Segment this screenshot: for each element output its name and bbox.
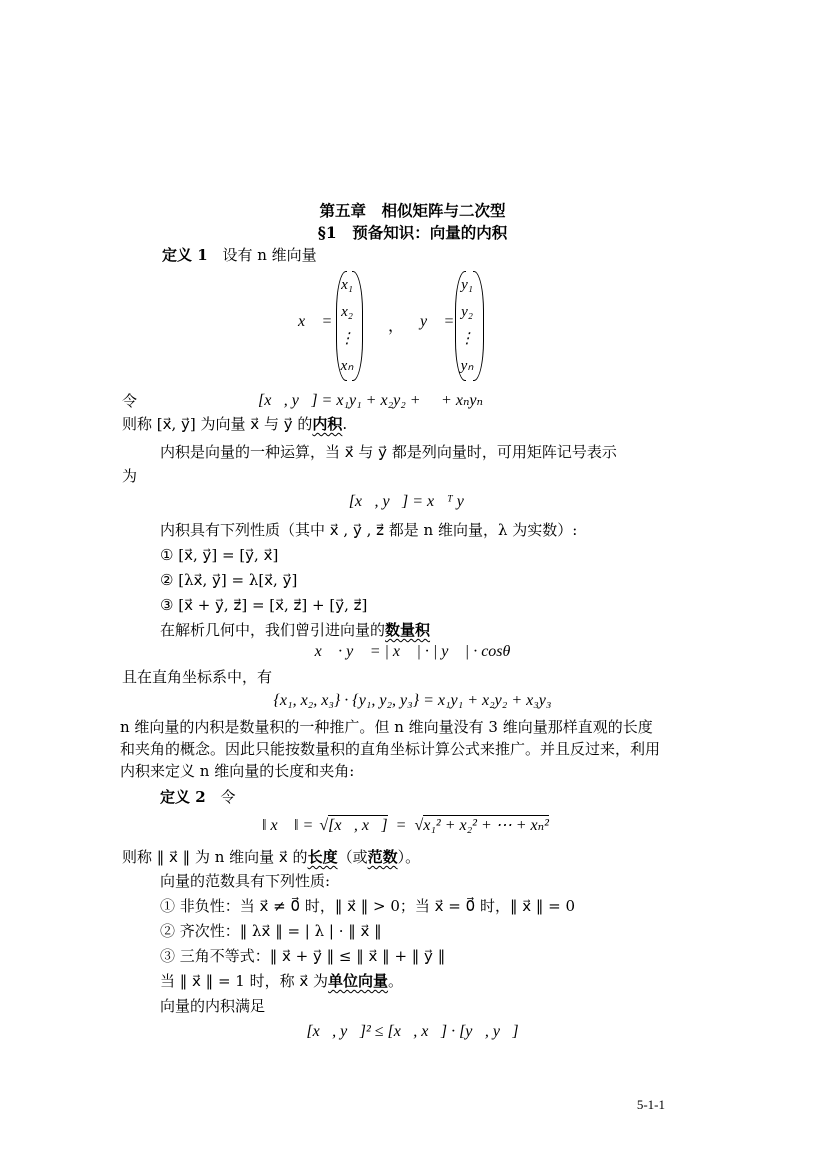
term-norm: 范数	[367, 848, 398, 866]
inner-property: ① [x⃗, y⃗] = [y⃗, x⃗]	[160, 546, 279, 564]
sqrt-sign-icon: √	[414, 817, 424, 834]
vector-y-entry: yₙ	[460, 358, 474, 374]
unit-vector-prefix: 当 ‖ x⃗ ‖ = 1 时，称 x⃗ 为	[160, 972, 329, 990]
norm-formula-lhs: ‖ x⃗ ‖ =	[262, 817, 314, 834]
unit-vector-suffix: 。	[388, 972, 404, 990]
sqrt-sign-icon: √	[319, 817, 329, 834]
coordinate-line: 且在直角坐标系中，有	[122, 668, 273, 686]
norm-property: ③ 三角不等式：‖ x⃗ + y⃗ ‖ ≤ ‖ x⃗ ‖ + ‖ y⃗ ‖	[160, 947, 446, 965]
chapter-title: 第五章 相似矩阵与二次型	[319, 201, 506, 220]
definition-2	[160, 786, 235, 808]
matrix-formula: [x⃗, y⃗] = x⃗ᵀ y⃗	[348, 493, 477, 510]
generalization-paragraph: n 维向量的内积是数量积的一种推广。但 n 维向量没有 3 维向量那样直观的长度和夹角的概念。因此只能按数量积的直角坐标计算公式来推广。并且反过来，利用内积来定义 n 维向量的长度和夹角:	[120, 718, 661, 780]
vector-y-entry: ⋮	[459, 331, 475, 347]
inner-product-formula: [x⃗, y⃗] = x₁y₁ + x₂y₂ + ⋯ + xₙyₙ	[258, 392, 484, 409]
vector-x-entry: x₁	[341, 277, 353, 293]
inner-product-definition	[122, 413, 347, 435]
norm-properties-intro: 向量的范数具有下列性质:	[160, 872, 331, 890]
vector-x-entry: x₂	[341, 304, 353, 320]
norm-formula-equals: =	[395, 817, 407, 834]
definition-1-text: 设有 n 维向量	[222, 246, 317, 264]
inner-property: ③ [x⃗ + y⃗, z⃗] = [x⃗, z⃗] + [y⃗, z⃗]	[160, 596, 368, 614]
inner-property: ② [λx⃗, y⃗] = λ[x⃗, y⃗]	[160, 571, 298, 589]
analytic-geometry-line	[160, 619, 430, 641]
norm-formula-radicand-1: [x⃗, x⃗]	[328, 817, 388, 834]
term-inner-product: 内积	[312, 415, 343, 433]
section-title: §1 预备知识：向量的内积	[317, 223, 508, 242]
definition-2-text: 令	[220, 788, 236, 806]
dot-product-formula: x⃗ · y⃗ = | x⃗ | · | y⃗ | · cosθ	[314, 643, 511, 660]
norm-property: ① 非负性：当 x⃗ ≠ 0⃗ 时，‖ x⃗ ‖ > 0；当 x⃗ = 0⃗ 时，‖ x⃗ ‖ = 0	[160, 897, 576, 915]
norm-definition-suffix: ）。	[397, 848, 421, 866]
definition-2-label: 定义 2	[160, 788, 206, 806]
norm-definition-prefix: 则称 ‖ x⃗ ‖ 为 n 维向量 x⃗ 的	[122, 848, 308, 866]
cauchy-schwarz-formula: [x⃗, y⃗]² ≤ [x⃗, x⃗] · [y⃗, y⃗]	[306, 1023, 519, 1040]
term-length: 长度	[307, 848, 338, 866]
analytic-geometry-prefix: 在解析几何中，我们曾引进向量的	[160, 621, 386, 639]
page-number: 5-1-1	[636, 1097, 665, 1112]
properties-intro: 内积具有下列性质（其中 x⃗ , y⃗ , z⃗ 都是 n 维向量，λ 为实数）:	[160, 521, 578, 539]
vector-x-name: x⃗ =	[298, 313, 333, 330]
norm-definition-middle: （或	[337, 848, 368, 866]
term-unit-vector: 单位向量	[328, 972, 389, 990]
norm-formula-radicand-2: x₁² + x₂² + ⋯ + xₙ²	[423, 817, 549, 834]
coordinate-formula: {x₁, x₂, x₃} · {y₁, y₂, y₃} = x₁y₁ + x₂y₂ + x₃y₃	[273, 692, 552, 709]
let-word: 令	[122, 392, 138, 410]
inner-satisfies-line: 向量的内积满足	[160, 997, 266, 1015]
norm-definition	[122, 846, 420, 868]
vector-x-entry: ⋮	[339, 331, 355, 347]
norm-property: ② 齐次性：‖ λx⃗ ‖ = | λ | · ‖ x⃗ ‖	[160, 922, 382, 940]
norm-formula	[262, 815, 549, 837]
term-scalar-product: 数量积	[385, 621, 431, 639]
inner-product-definition-suffix: .	[342, 415, 348, 433]
inner-product-definition-prefix: 则称 [x⃗, y⃗] 为向量 x⃗ 与 y⃗ 的	[122, 415, 313, 433]
vector-y-entry: y₂	[461, 304, 473, 320]
vector-separator: ，	[388, 316, 405, 335]
definition-1-label: 定义 1	[162, 246, 208, 264]
unit-vector-line	[160, 970, 403, 992]
vector-y-name: y⃗ =	[420, 313, 455, 330]
paragraph-matrix-line-2: 为	[122, 467, 138, 485]
definition-1	[162, 244, 317, 266]
vector-x-entry: xₙ	[340, 358, 354, 374]
vector-y-entry: y₁	[461, 277, 473, 293]
paragraph-matrix-line-1: 内积是向量的一种运算，当 x⃗ 与 y⃗ 都是列向量时，可用矩阵记号表示	[160, 443, 617, 461]
